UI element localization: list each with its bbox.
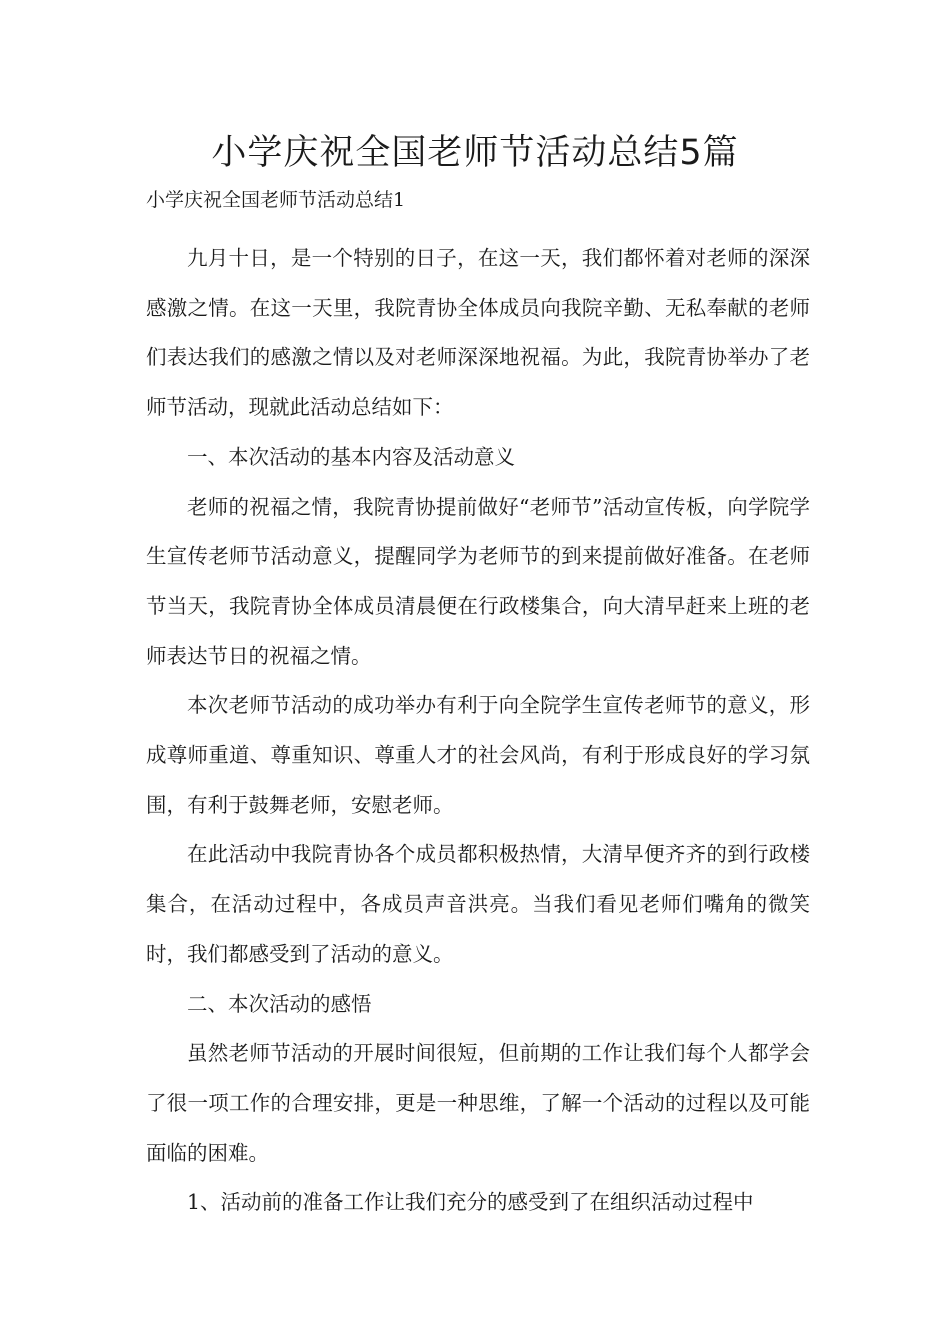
document-title: 小学庆祝全国老师节活动总结5篇 — [211, 133, 739, 173]
paragraph-significance: 本次老师节活动的成功举办有利于向全院学生宣传老师节的意义，形成尊师重道、尊重知识、尊重人才的社会风尚，有利于形成良好的学习氛围，有利于鼓舞老师，安慰老师。 — [146, 693, 810, 817]
paragraph-reflection: 虽然老师节活动的开展时间很短，但前期的工作让我们每个人都学会了很一项工作的合理安排，更是一种思维，了解一个活动的过程以及可能面临的困难。 — [146, 1041, 810, 1165]
document-body — [146, 234, 810, 1228]
paragraph-participation: 在此活动中我院青协各个成员都积极热情，大清早便齐齐的到行政楼集合，在活动过程中，各成员声音洪亮。当我们看见老师们嘴角的微笑时，我们都感受到了活动的意义。 — [146, 842, 810, 966]
paragraph-point-1: 1、活动前的准备工作让我们充分的感受到了在组织活动过程中 — [187, 1190, 754, 1215]
section-heading-1: 一、本次活动的基本内容及活动意义 — [187, 444, 515, 469]
paragraph-intro: 九月十日，是一个特别的日子，在这一天，我们都怀着对老师的深深感激之情。在这一天里，我院青协全体成员向我院辛勤、无私奉献的老师们表达我们的感激之情以及对老师深深地祝福。为此，我院青协举办了老师节活动，现就此活动总结如下： — [146, 246, 810, 420]
paragraph-content: 老师的祝福之情，我院青协提前做好“老师节”活动宣传板，向学院学生宣传老师节活动意义，提醒同学为老师节的到来提前做好准备。在老师节当天，我院青协全体成员清晨便在行政楼集合，向大清早赶来上班的老师表达节日的祝福之情。 — [146, 494, 810, 668]
section-heading-2: 二、本次活动的感悟 — [187, 991, 372, 1016]
section-subtitle: 小学庆祝全国老师节活动总结1 — [146, 189, 406, 211]
